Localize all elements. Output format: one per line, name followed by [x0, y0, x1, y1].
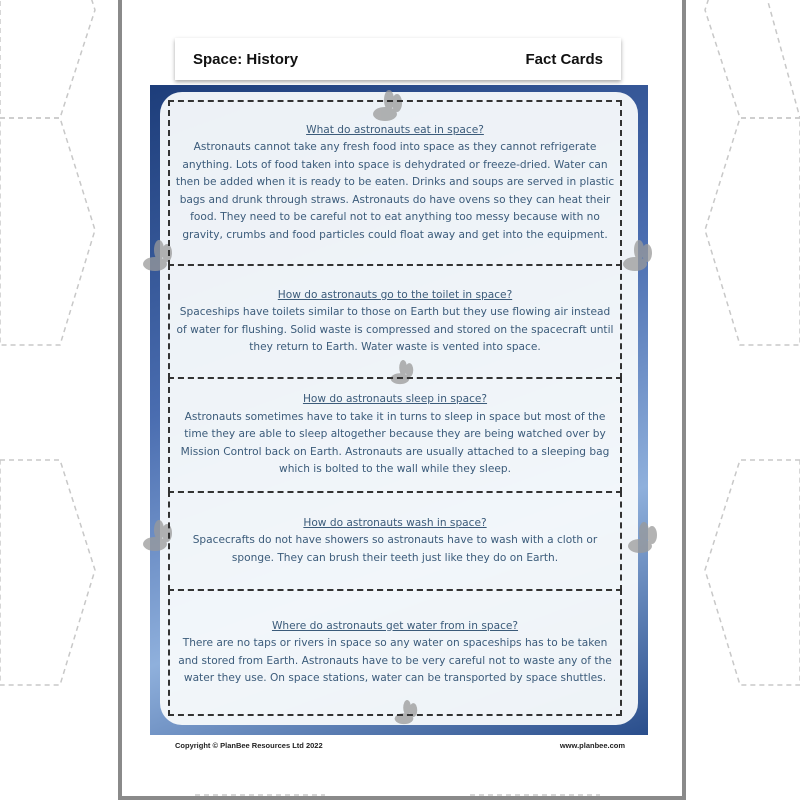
- copyright-text: Copyright © PlanBee Resources Ltd 2022: [175, 741, 323, 750]
- fact-card-answer: Spaceships have toilets similar to those on Earth but they use flowing air instead of water for flushing. Solid waste is compressed and stored on the spacecraft until they return to Earth. Water waste is vented into space.: [176, 306, 614, 353]
- fact-card-question: Where do astronauts get water from in space?: [271, 619, 519, 632]
- fact-card: [168, 377, 622, 493]
- fact-card: [168, 264, 622, 379]
- fact-card-question: What do astronauts eat in space?: [306, 123, 484, 136]
- fact-card: [168, 491, 622, 591]
- fact-card-answer: Spacecrafts do not have showers so astronauts have to wash with a cloth or sponge. They can brush their teeth just like they do on Earth.: [192, 534, 598, 564]
- website-text: www.planbee.com: [559, 741, 625, 750]
- page-header: [175, 38, 621, 80]
- fact-card: [168, 100, 622, 266]
- fact-card-answer: Astronauts sometimes have to take it in turns to sleep in space but most of the time they are able to sleep altogether because they are being watched over by Mission Control back on Earth. Astronauts are usually attached to a sleeping bag which is bolted to the wall while they sleep.: [180, 410, 610, 476]
- fact-card: [168, 589, 622, 716]
- fact-card-question: How do astronauts wash in space?: [303, 516, 487, 529]
- fact-card-question: How do astronauts go to the toilet in space?: [277, 288, 513, 301]
- fact-card-answer: Astronauts cannot take any fresh food into space as they cannot refrigerate anything. Lots of food taken into space is dehydrated or freeze-dried. Water can then be added when it is ready to be eaten. Drinks and soups are served in plastic bags and drunk through straws. Astronauts do have ovens so they can heat their food. They need to be careful not to eat anything too messy because with no gravity, crumbs and food particles could float away and get into the equipment.: [175, 141, 615, 241]
- header-type-title: Fact Cards: [525, 50, 603, 68]
- bee-watermark-icon: [620, 522, 660, 558]
- fact-card-answer: There are no taps or rivers in space so any water on spaceships has to be taken and stored from Earth. Astronauts have to be very careful not to waste any of the water they use. On space stations, water can be transported by space shuttles.: [178, 637, 612, 684]
- fact-card-question: How do astronauts sleep in space?: [302, 393, 488, 406]
- header-topic-title: Space: History: [193, 50, 299, 68]
